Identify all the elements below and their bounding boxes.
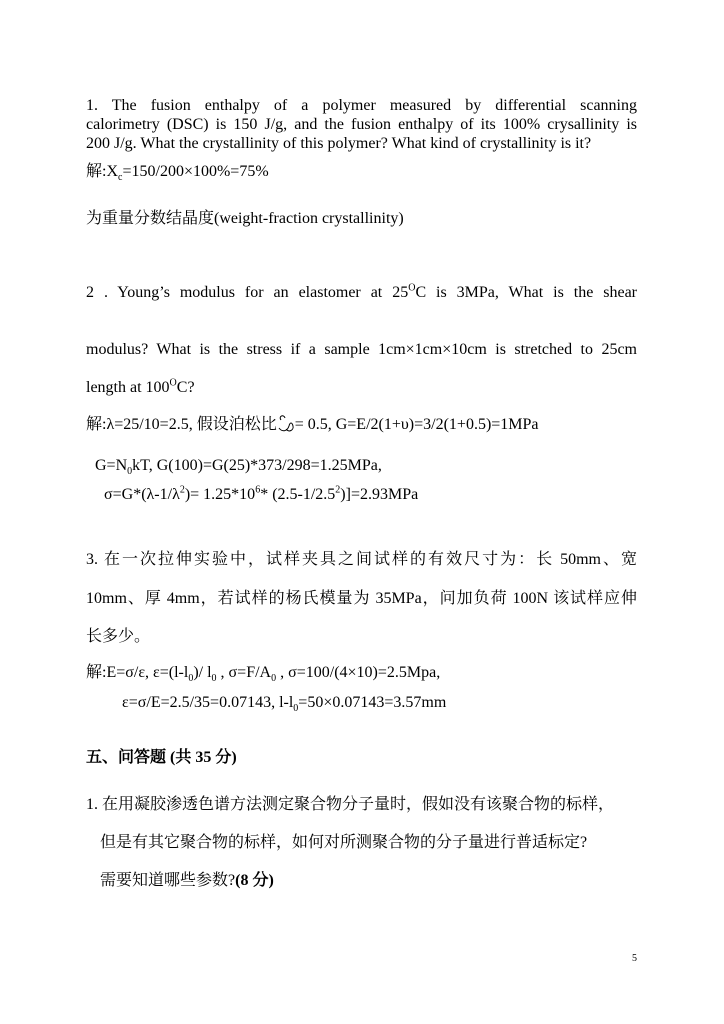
q3-line-1: 3. 在一次拉伸实验中，试样夹具之间试样的有效尺寸为：长 50mm、宽 [86, 551, 637, 568]
s5q1-line-1: 1. 在用凝胶渗透色谱方法测定聚合物分子量时，假如没有该聚合物的标样， [86, 796, 615, 813]
section-5-heading: 五、问答题 (共 35 分) [86, 749, 237, 766]
q3-solution-2-b: =50×0.07143=3.57mm [298, 694, 447, 711]
s5q1-points: (8 分) [235, 872, 274, 889]
q2-solution-1-b: = 0.5, G=E/2(1+υ)=3/2(1+0.5)=1MPa [294, 416, 539, 433]
q2-line-1-a: 2 . Young’s modulus for an elastomer at 25 [86, 284, 409, 301]
q3-solution-1-d: , σ=100/(4×10)=2.5Mpa, [276, 664, 441, 681]
q2-line-3-a: length at 100 [86, 379, 170, 396]
q1-answer [86, 163, 269, 184]
q2-solution-2-b: kT, G(100)=G(25)*373/298=1.25MPa, [132, 457, 382, 474]
s5q1-line-2: 但是有其它聚合物的标样，如何对所测聚合物的分子量进行普适标定? [100, 834, 588, 851]
q3-solution-2-a: ε=σ/E=2.5/35=0.07143, l-l [122, 694, 294, 711]
q1-line-1: 1. The fusion enthalpy of a polymer measured by differential scanning [86, 97, 637, 114]
q2-sup-2b: 2 [335, 484, 341, 496]
s5q1-line-3 [100, 872, 274, 890]
q2-solution-2-a: G=N [95, 457, 128, 474]
page-number: 5 [632, 953, 637, 964]
q2-sub-0: 0 [127, 466, 133, 478]
poisson-symbol-icon [277, 417, 295, 433]
q2-line-1 [86, 284, 637, 302]
q2-sup-o: O [408, 282, 416, 294]
q2-solution-1 [86, 416, 539, 434]
answer-label: 解: [86, 163, 107, 180]
q2-line-2: modulus? What is the stress if a sample 1cm×1cm×10cm is stretched to 25cm [86, 341, 637, 358]
q3-solution-1 [86, 664, 441, 685]
q2-line-3-b: C? [176, 379, 195, 396]
q1-answer-2: 为重量分数结晶度(weight-fraction crystallinity) [86, 210, 404, 227]
q2-solution-1-a: 解:λ=25/10=2.5, 假设泊松比 [86, 416, 277, 433]
q2-solution-2 [95, 457, 382, 478]
q3-line-3: 长多少。 [86, 628, 151, 645]
q2-solution-3-c: * (2.5-1/2.5 [260, 486, 336, 503]
q3-solution-2 [122, 694, 447, 715]
q2-line-3-sup: O [169, 377, 177, 389]
q3-solution-1-a: 解:E=σ/ε, ε=(l-l [86, 664, 189, 681]
s5q1-line-3-text: 需要知道哪些参数? [100, 872, 236, 889]
q3-solution-1-b: )/ l [193, 664, 212, 681]
q3-solution-1-c: , σ=F/A [216, 664, 272, 681]
q3-sub-0a: 0 [188, 673, 194, 685]
q2-solution-3-b: )= 1.25*10 [184, 486, 256, 503]
answer-value: =150/200×100%=75% [122, 163, 269, 180]
q1-line-3: 200 J/g. What the crystallinity of this polymer? What kind of crystallinity is it? [86, 135, 592, 152]
q2-sup-6: 6 [255, 484, 261, 496]
q2-solution-3-a: σ=G*(λ-1/λ [104, 486, 180, 503]
q2-solution-3-d: )]=2.93MPa [340, 486, 419, 503]
q2-line-1-b: C is 3MPa, What is the shear [415, 284, 638, 301]
q3-sub-0d: 0 [293, 703, 299, 715]
q3-sub-0b: 0 [211, 673, 217, 685]
q3-line-2: 10mm、厚 4mm，若试样的杨氏模量为 35MPa，问加负荷 100N 该试样应伸 [86, 590, 637, 607]
q2-sup-2a: 2 [179, 484, 185, 496]
answer-x: X [106, 163, 119, 180]
q2-line-3 [86, 379, 195, 397]
q3-sub-0c: 0 [271, 673, 277, 685]
q1-line-2: calorimetry (DSC) is 150 J/g, and the fusion enthalpy of its 100% crysallinity is [86, 116, 637, 133]
q2-solution-3 [104, 486, 418, 504]
answer-x-sub: c [118, 172, 123, 184]
